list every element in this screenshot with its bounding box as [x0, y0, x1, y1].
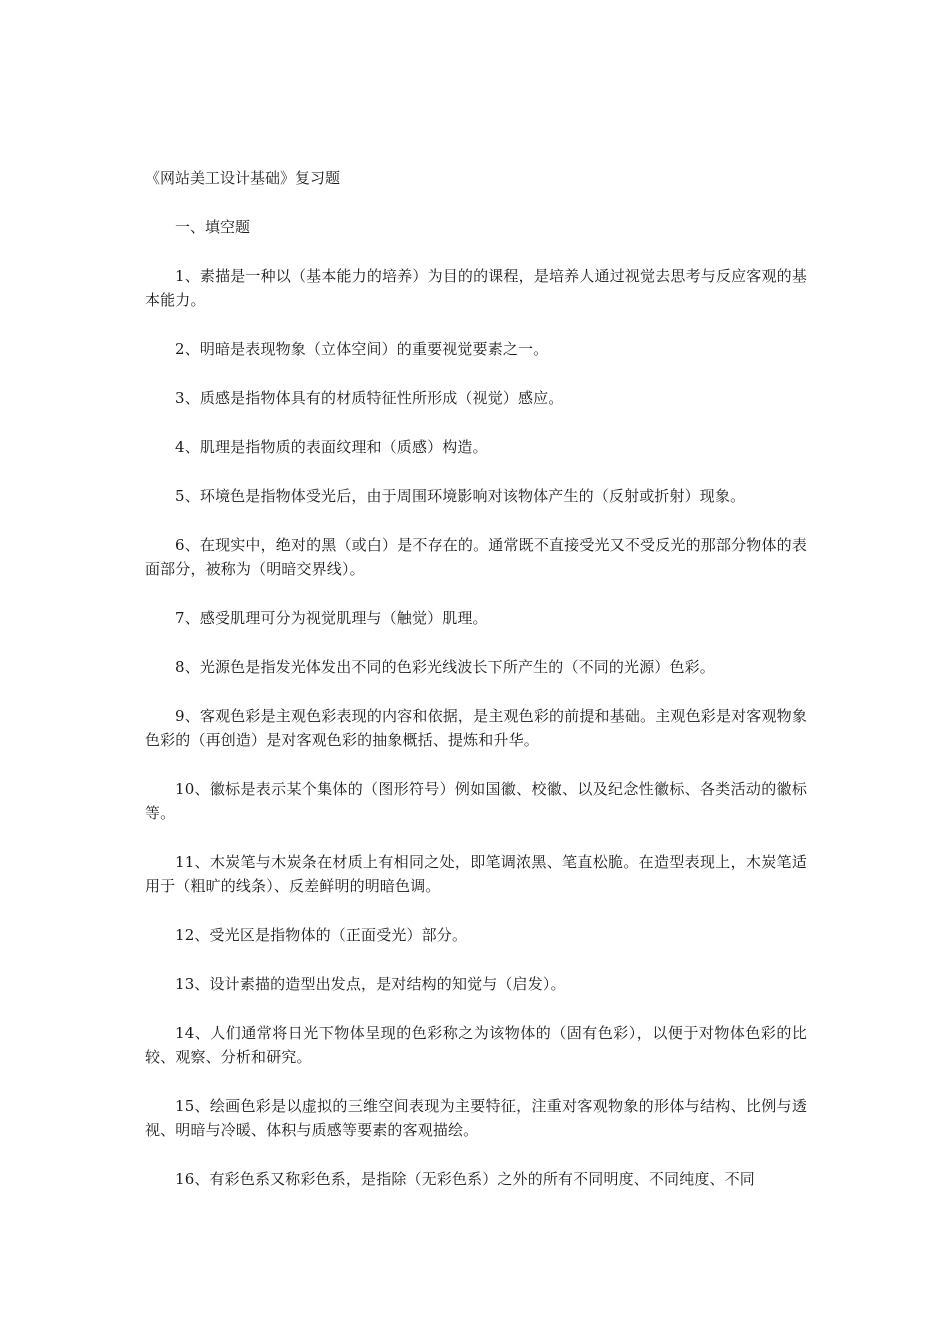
question-item-4: 4、肌理是指物质的表面纹理和（质感）构造。 — [175, 438, 488, 456]
question-item-10: 10、徽标是表示某个集体的（图形符号）例如国徽、校徽、以及纪念性徽标、各类活动的徽标等。 — [145, 780, 807, 822]
question-item-14: 14、人们通常将日光下物体呈现的色彩称之为该物体的（固有色彩），以便于对物体色彩的比较、观察、分析和研究。 — [145, 1024, 807, 1066]
question-item-16: 16、有彩色系又称彩色系，是指除（无彩色系）之外的所有不同明度、不同纯度、不同 — [175, 1170, 755, 1188]
question-item-8: 8、光源色是指发光体发出不同的色彩光线波长下所产生的（不同的光源）色彩。 — [175, 658, 715, 676]
question-item-6: 6、在现实中，绝对的黑（或白）是不存在的。通常既不直接受光又不受反光的那部分物体的表面部分，被称为（明暗交界线）。 — [145, 536, 807, 578]
question-item-5: 5、环境色是指物体受光后，由于周围环境影响对该物体产生的（反射或折射）现象。 — [175, 487, 746, 505]
question-item-3: 3、质感是指物体具有的材质特征性所形成（视觉）感应。 — [175, 389, 564, 407]
section-heading: 一、填空题 — [175, 218, 251, 236]
document-title: 《网站美工设计基础》复习题 — [145, 169, 341, 187]
question-item-11: 11、木炭笔与木炭条在材质上有相同之处，即笔调浓黑、笔直松脆。在造型表现上，木炭笔适用于（粗旷的线条）、反差鲜明的明暗色调。 — [145, 853, 807, 895]
document-page — [145, 166, 807, 1216]
question-item-12: 12、受光区是指物体的（正面受光）部分。 — [175, 926, 468, 944]
question-item-9: 9、客观色彩是主观色彩表现的内容和依据，是主观色彩的前提和基础。主观色彩是对客观物象色彩的（再创造）是对客观色彩的抽象概括、提炼和升华。 — [145, 707, 807, 749]
question-item-7: 7、感受肌理可分为视觉肌理与（触觉）肌理。 — [175, 609, 488, 627]
question-item-13: 13、设计素描的造型出发点，是对结构的知觉与（启发）。 — [175, 975, 566, 993]
question-item-2: 2、明暗是表现物象（立体空间）的重要视觉要素之一。 — [175, 340, 549, 358]
question-item-15: 15、绘画色彩是以虚拟的三维空间表现为主要特征，注重对客观物象的形体与结构、比例与透视、明暗与冷暖、体积与质感等要素的客观描绘。 — [145, 1097, 807, 1139]
question-item-1: 1、素描是一种以（基本能力的培养）为目的的课程，是培养人通过视觉去思考与反应客观的基本能力。 — [145, 267, 807, 309]
